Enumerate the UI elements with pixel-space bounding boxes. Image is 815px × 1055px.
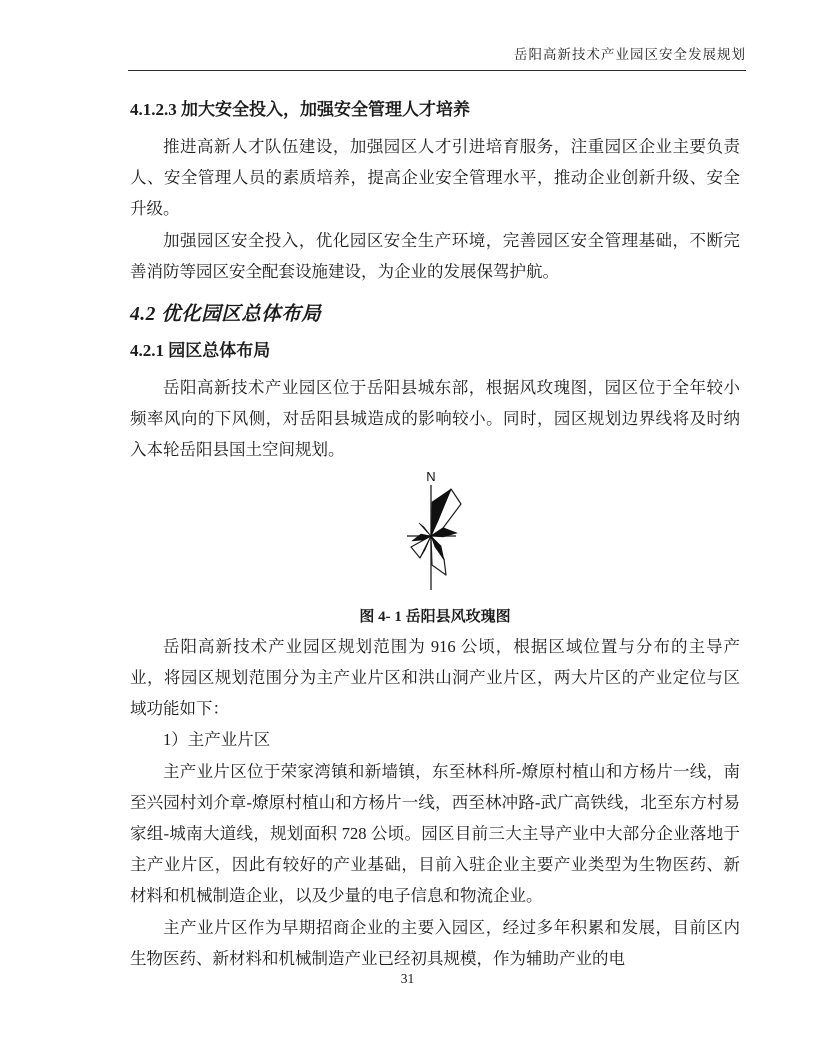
paragraph-layout-intro: 岳阳高新技术产业园区位于岳阳县城东部，根据风玫瑰图，园区位于全年较小频率风向的下风侧，对岳阳县城造成的影响较小。同时，园区规划边界线将及时纳入本轮岳阳县国土空间规划。 — [130, 378, 740, 460]
figure-caption: 图 4- 1 岳阳县风玫瑰图 — [359, 608, 511, 625]
page-body — [130, 88, 740, 974]
header-title: 岳阳高新技术产业园区安全发展规划 — [514, 47, 746, 62]
wind-rose-image — [391, 470, 479, 594]
paragraph-talent: 推进高新人才队伍建设，加强园区人才引进培育服务，注重园区企业主要负责人、安全管理人员的素质培养，提高企业安全管理水平，推动企业创新升级、安全升级。 — [130, 137, 740, 219]
heading-4-2: 4.2 优化园区总体布局 — [130, 304, 322, 326]
page-header — [128, 46, 746, 71]
page-number: 31 — [400, 971, 415, 986]
paragraph-main-zone-development: 主产业片区作为早期招商企业的主要入园区，经过多年积累和发展，目前区内生物医药、新材料和机械制造产业已经初具规模，作为辅助产业的电 — [130, 917, 740, 968]
list-item-main-zone: 1）主产业片区 — [163, 730, 271, 750]
paragraph-investment: 加强园区安全投入，优化园区安全生产环境，完善园区安全管理基础，不断完善消防等园区安全配套设施建设，为企业的发展保驾护航。 — [130, 230, 740, 281]
heading-4-1-2-3: 4.1.2.3 加大安全投入，加强安全管理人才培养 — [130, 100, 470, 119]
page-footer — [0, 970, 815, 988]
wind-rose-icon — [391, 470, 479, 594]
paragraph-planning-overview: 岳阳高新技术产业园区规划范围为 916 公顷，根据区域位置与分布的主导产业，将园区规划范围分为主产业片区和洪山洞产业片区，两大片区的产业定位与区域功能如下： — [130, 636, 740, 719]
figure-wind-rose — [130, 470, 740, 629]
paragraph-main-zone-detail: 主产业片区位于荣家湾镇和新墙镇，东至林科所-燎原村植山和方杨片一线，南至兴园村刘介章-燎原村植山和方杨片一线，西至林冲路-武广高铁线，北至东方村易家组-城南大道线，规划面积 728 公顷。园区目前三大主导产业中大部分企业落地于主产业片区，因此有较好的产业基础，目前入驻企业主要产业类型为生物医药、新材料和机械制造企业，以及少量的电子信息和物流企业。 — [130, 761, 740, 906]
heading-4-2-1: 4.2.1 园区总体布局 — [130, 341, 271, 361]
compass-north-label: N — [426, 469, 436, 484]
